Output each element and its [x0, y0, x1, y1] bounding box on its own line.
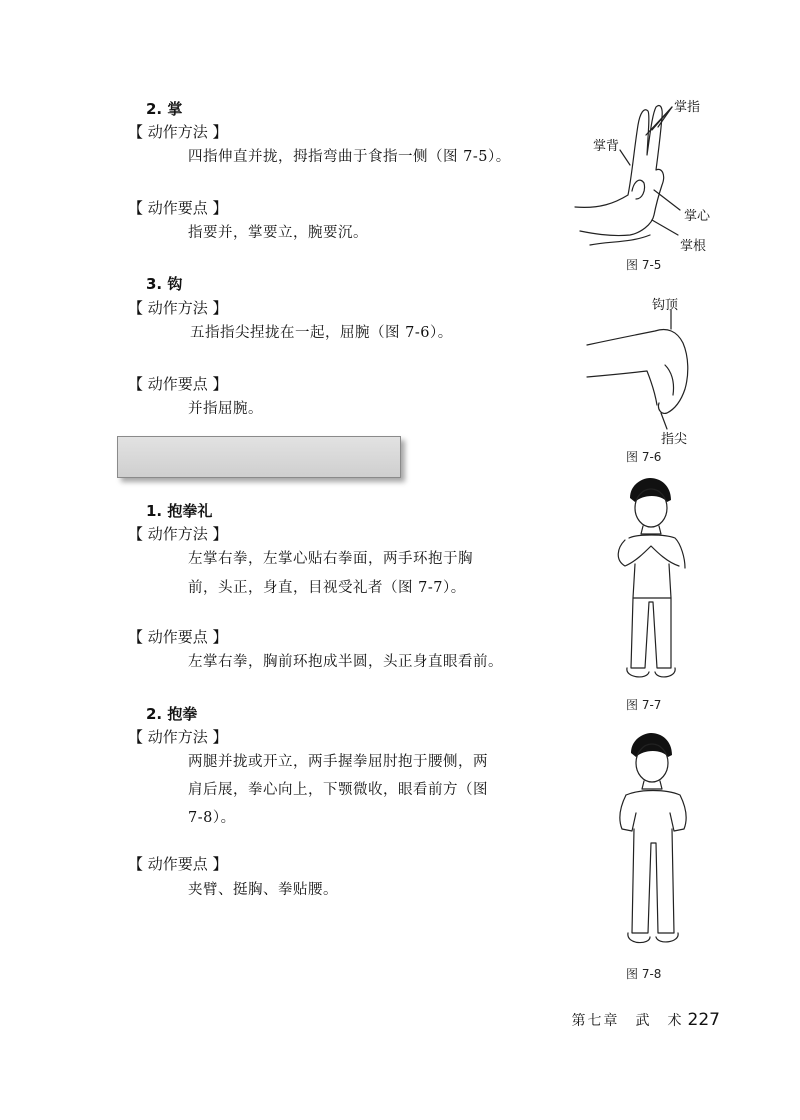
method-line2-salute: 前，头正，身直，目视受礼者（图 7-7）。	[188, 580, 466, 596]
footer-chapter: 第七章 武 术	[571, 1013, 684, 1029]
caption-fig-7-5: 图 7-5	[626, 258, 662, 272]
method-tag-hook: 【 动作方法 】	[128, 299, 228, 317]
method-tag-fist-hold: 【 动作方法 】	[128, 728, 228, 746]
method-tag-salute: 【 动作方法 】	[128, 525, 228, 543]
points-text-hook: 并指屈腕。	[188, 401, 263, 417]
label-palm-root: 掌根	[680, 239, 707, 254]
fist-hold-boy-illustration	[596, 733, 706, 958]
section-banner	[117, 436, 401, 478]
points-tag-salute: 【 动作要点 】	[128, 628, 228, 646]
heading-fist-hold: 2. 抱拳	[146, 705, 198, 723]
method-text-hook: 五指指尖捏拢在一起，屈腕（图 7-6）。	[190, 325, 453, 341]
caption-fig-7-8: 图 7-8	[626, 967, 662, 981]
hook-hand-illustration	[585, 305, 715, 435]
salute-boy-illustration	[595, 478, 705, 693]
points-text-salute: 左掌右拳，胸前环抱成半圆，头正身直眼看前。	[188, 654, 503, 670]
page-footer	[572, 1010, 720, 1030]
method-line3-fist-hold: 7-8）。	[188, 810, 236, 826]
method-text-palm: 四指伸直并拢，拇指弯曲于食指一侧（图 7-5）。	[188, 149, 511, 165]
label-hook-top: 钩顶	[652, 298, 679, 313]
label-hook-tip: 指尖	[661, 432, 688, 447]
points-text-fist-hold: 夹臂、挺胸、拳贴腰。	[188, 882, 338, 898]
points-tag-palm: 【 动作要点 】	[128, 199, 228, 217]
palm-illustration	[570, 95, 720, 255]
points-text-palm: 指要并，掌要立，腕要沉。	[188, 225, 368, 241]
caption-fig-7-7: 图 7-7	[626, 698, 662, 712]
points-tag-hook: 【 动作要点 】	[128, 375, 228, 393]
label-palm-back: 掌背	[593, 139, 620, 154]
heading-hook: 3. 钩	[146, 275, 183, 293]
points-tag-fist-hold: 【 动作要点 】	[128, 855, 228, 873]
heading-salute: 1. 抱拳礼	[146, 502, 213, 520]
label-palm-center: 掌心	[684, 209, 711, 224]
caption-fig-7-6: 图 7-6	[626, 450, 662, 464]
label-palm-fingers: 掌指	[674, 100, 701, 115]
method-line1-fist-hold: 两腿并拢或开立，两手握拳屈肘抱于腰侧，两	[188, 754, 488, 770]
method-tag-palm: 【 动作方法 】	[128, 123, 228, 141]
method-line2-fist-hold: 肩后展，拳心向上，下颚微收，眼看前方（图	[188, 782, 488, 798]
method-line1-salute: 左掌右拳，左掌心贴右拳面，两手环抱于胸	[188, 551, 473, 567]
page-number: 227	[687, 1010, 720, 1030]
heading-palm: 2. 掌	[146, 100, 183, 118]
